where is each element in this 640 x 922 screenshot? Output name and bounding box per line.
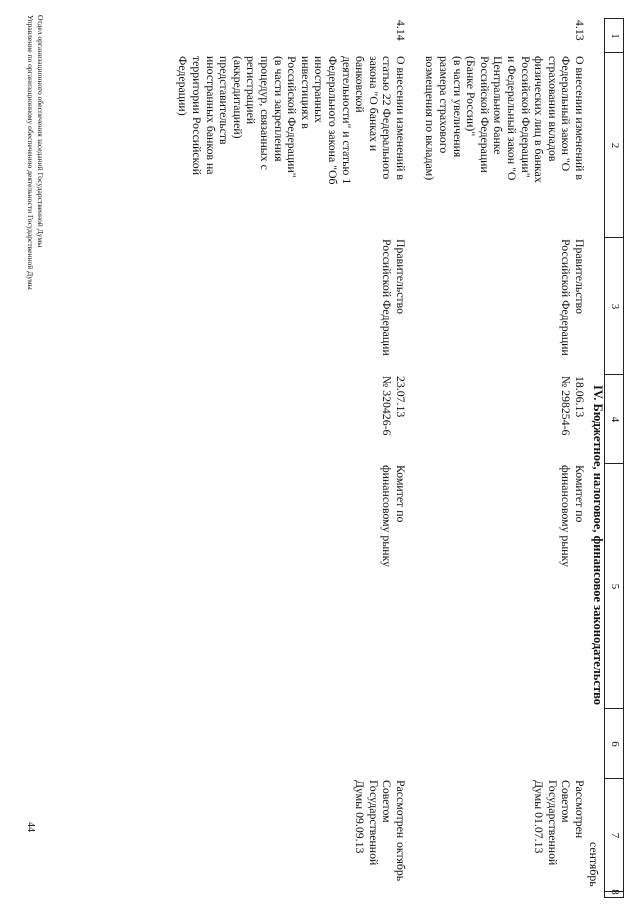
footer-line-2: Управление по организационному обеспечению деятельности Государственной Думы xyxy=(26,15,35,290)
row-4-14-month: октябрь xyxy=(394,842,408,882)
row-4-13-author: Правительство Российской Федерации xyxy=(559,239,587,356)
row-4-14-registration: 23.07.13 № 320426-6 xyxy=(380,376,408,436)
row-4-13-committee: Комитет по финансовому рынку xyxy=(559,465,587,568)
row-4-14-status: Рассмотрен Советом Государственной Думы 09.09.13 xyxy=(353,780,408,866)
col-header-2: 2 xyxy=(604,52,624,238)
row-4-14-number: 4.14 xyxy=(394,20,408,41)
page-number: 44 xyxy=(25,822,36,832)
footer-line-1: Отдел организационного обеспечения заседаний Государственной Думы xyxy=(36,15,45,248)
row-4-13-status: Рассмотрен Советом Государственной Думы 01.07.13 xyxy=(532,780,587,866)
col-header-3: 3 xyxy=(604,237,624,375)
col-header-6: 6 xyxy=(604,708,624,779)
col-header-8: 8 xyxy=(604,891,624,898)
row-4-13-title: О внесении изменений в Федеральный закон "О страховании вкладов физических лиц в банках Российской Федерации" и Федеральный закон "О Центральном банке Российской Федерации (Банке России)" (в части увеличения размера страхового возмещения по вкладам) xyxy=(423,56,587,183)
row-4-13-number: 4.13 xyxy=(573,20,587,41)
row-4-13-month: сентябрь xyxy=(587,842,601,887)
row-4-14-committee: Комитет по финансовому рынку xyxy=(380,465,408,568)
col-header-7: 7 xyxy=(604,778,624,892)
row-4-13-registration: 18.06.13 № 298254-6 xyxy=(559,376,587,436)
section-title: IV. Бюджетное, налоговое, финансовое законодательство xyxy=(591,384,605,706)
col-header-4: 4 xyxy=(604,374,624,464)
row-4-14-title: О внесении изменений в статью 22 Федерального закона "О банках и банковской деятельности" и статью 1 Федерального закона "Об иностранных инвестициях в Российской Федерации" (в части закрепления процедур, связанных с регистрацией (аккредитацией) представительств иностранных банков на территории Российской Федерации) xyxy=(176,56,408,185)
row-4-14-author: Правительство Российской Федерации xyxy=(380,239,408,356)
col-header-5: 5 xyxy=(604,463,624,709)
col-header-1: 1 xyxy=(604,18,624,53)
